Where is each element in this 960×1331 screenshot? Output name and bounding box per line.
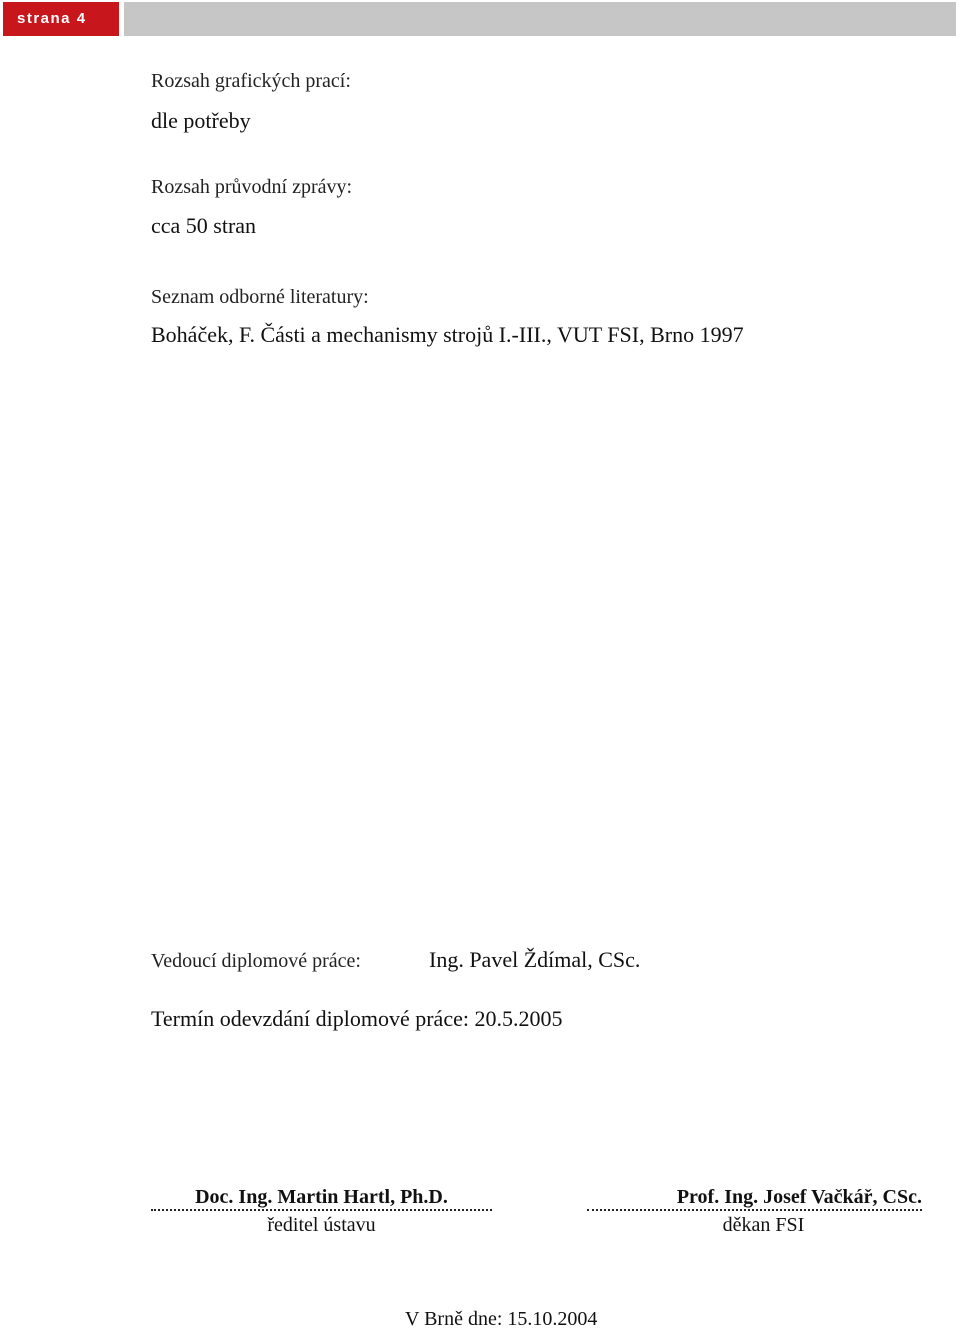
signature-block-director xyxy=(151,1185,492,1237)
header-bar xyxy=(124,2,956,36)
page-number-tab: strana 4 xyxy=(3,2,119,36)
deadline-text: Termín odevzdání diplomové práce: 20.5.2005 xyxy=(151,1006,563,1031)
supervisor-label: Vedoucí diplomové práce: xyxy=(151,950,361,972)
graphics-scope-value: dle potřeby xyxy=(151,108,251,133)
graphics-scope-label: Rozsah grafických prací: xyxy=(151,70,351,92)
literature-label: Seznam odborné literatury: xyxy=(151,286,369,308)
dean-name: Prof. Ing. Josef Vačkář, CSc. xyxy=(587,1185,922,1211)
director-role: ředitel ústavu xyxy=(267,1214,376,1236)
report-scope-value: cca 50 stran xyxy=(151,213,257,238)
supervisor-name: Ing. Pavel Ždímal, CSc. xyxy=(429,947,641,972)
report-scope-label: Rozsah průvodní zprávy: xyxy=(151,176,353,198)
literature-item: Boháček, F. Části a mechanismy strojů I.-III., VUT FSI, Brno 1997 xyxy=(151,322,744,347)
signature-block-dean xyxy=(587,1185,922,1237)
dean-role: děkan FSI xyxy=(722,1214,805,1236)
place-date: V Brně dne: 15.10.2004 xyxy=(405,1308,598,1330)
director-name: Doc. Ing. Martin Hartl, Ph.D. xyxy=(151,1185,492,1211)
